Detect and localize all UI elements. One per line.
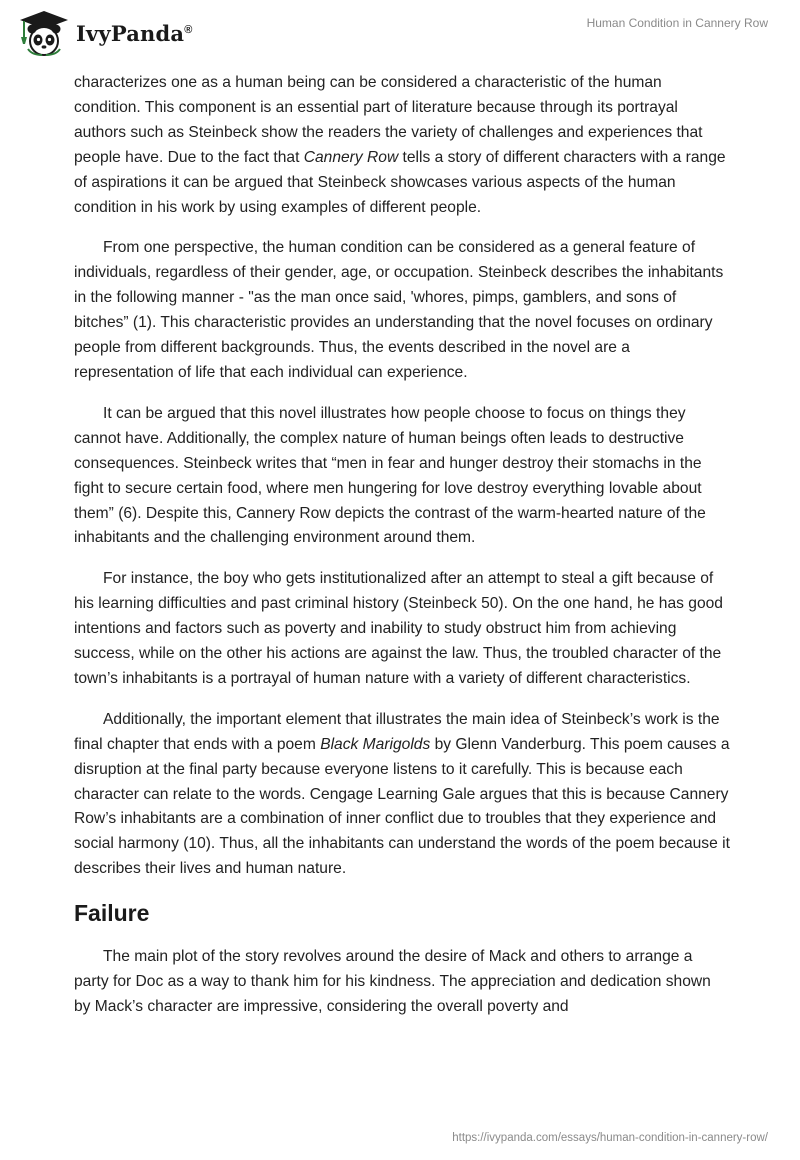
page-header (0, 0, 800, 70)
text-run: The main plot of the story revolves around the desire of Mack and others to arrange a party for Doc as a way to thank him for his kindness. The appreciation and dedication shown by Mack’s character are impressive, considering the overall poverty and (74, 948, 711, 1015)
ivypanda-logo[interactable] (16, 9, 193, 57)
brand-name: IvyPanda® (76, 20, 193, 46)
text-run: It can be argued that this novel illustrates how people choose to focus on things they cannot have. Additionally, the complex nature of human beings often leads to destructive consequences. Steinbeck writes that “men in fear and hunger destroy their stomachs in the fight to secure certain food, where men hungering for love destroy everything lovable about them” (6). Despite this, Cannery Row depicts the contrast of the warm-hearted nature of the inhabitants and the challenging environment around them. (74, 404, 706, 547)
panda-graduate-icon (16, 9, 72, 57)
document-title: Human Condition in Cannery Row (586, 16, 768, 30)
paragraph (74, 945, 730, 1020)
paragraph (74, 567, 730, 692)
text-run: by Glenn Vanderburg. This poem causes a disruption at the final party because everyone listens to it carefully. This is because each character can relate to the words. Cengage Learning Gale argues that this is because Cannery Row’s inhabitants are a combination of inner conflict due to troubles that they experience and social harmony (10). Thus, all the inhabitants can understand the words of the poem because it describes their lives and human nature. (74, 735, 730, 878)
section-heading: Failure (74, 900, 150, 927)
text-run: characterizes one as a human being can be considered a characteristic of the human condition. This component is an essential part of literature because through its portrayal authors such as Steinbeck show the readers the variety of challenges and experiences that people have. Due to the fact that (74, 74, 703, 166)
text-run: tells a story of different characters with a range of aspirations it can be argued that Steinbeck showcases various aspects of the human condition in his work by using examples of different people. (74, 148, 726, 216)
text-run: For instance, the boy who gets institutionalized after an attempt to steal a gift because of his learning difficulties and past criminal history (Steinbeck 50). On the one hand, he has good intentions and factors such as poverty and inability to study obstruct him from achieving success, while on the other his actions are against the law. Thus, the troubled character of the town’s inhabitants is a portrayal of human nature with a variety of different characteristics. (74, 570, 723, 687)
paragraph (74, 708, 730, 882)
italic-title: Cannery Row (303, 148, 399, 166)
text-run: From one perspective, the human condition can be considered as a general feature of individuals, regardless of their gender, age, or occupation. Steinbeck describes the inhabitants in the following manner - "as the man once said, 'whores, pimps, gamblers, and sons of bitches” (1). This characteristic provides an understanding that the novel focuses on ordinary people from different backgrounds. Thus, the events described in the novel are a representation of life that each individual can experience. (74, 239, 724, 381)
text-run: Additionally, the important element that illustrates the main idea of Steinbeck’s work is the final chapter that ends with a poem (74, 710, 720, 753)
italic-title: Black Marigolds (320, 735, 431, 753)
paragraph (74, 402, 730, 551)
paragraph (74, 71, 730, 220)
essay-body (74, 71, 730, 1036)
essay-paragraphs (74, 71, 730, 882)
paragraph (74, 236, 730, 385)
source-url[interactable]: https://ivypanda.com/essays/human-condition-in-cannery-row/ (452, 1132, 768, 1144)
section-paragraphs (74, 945, 730, 1020)
